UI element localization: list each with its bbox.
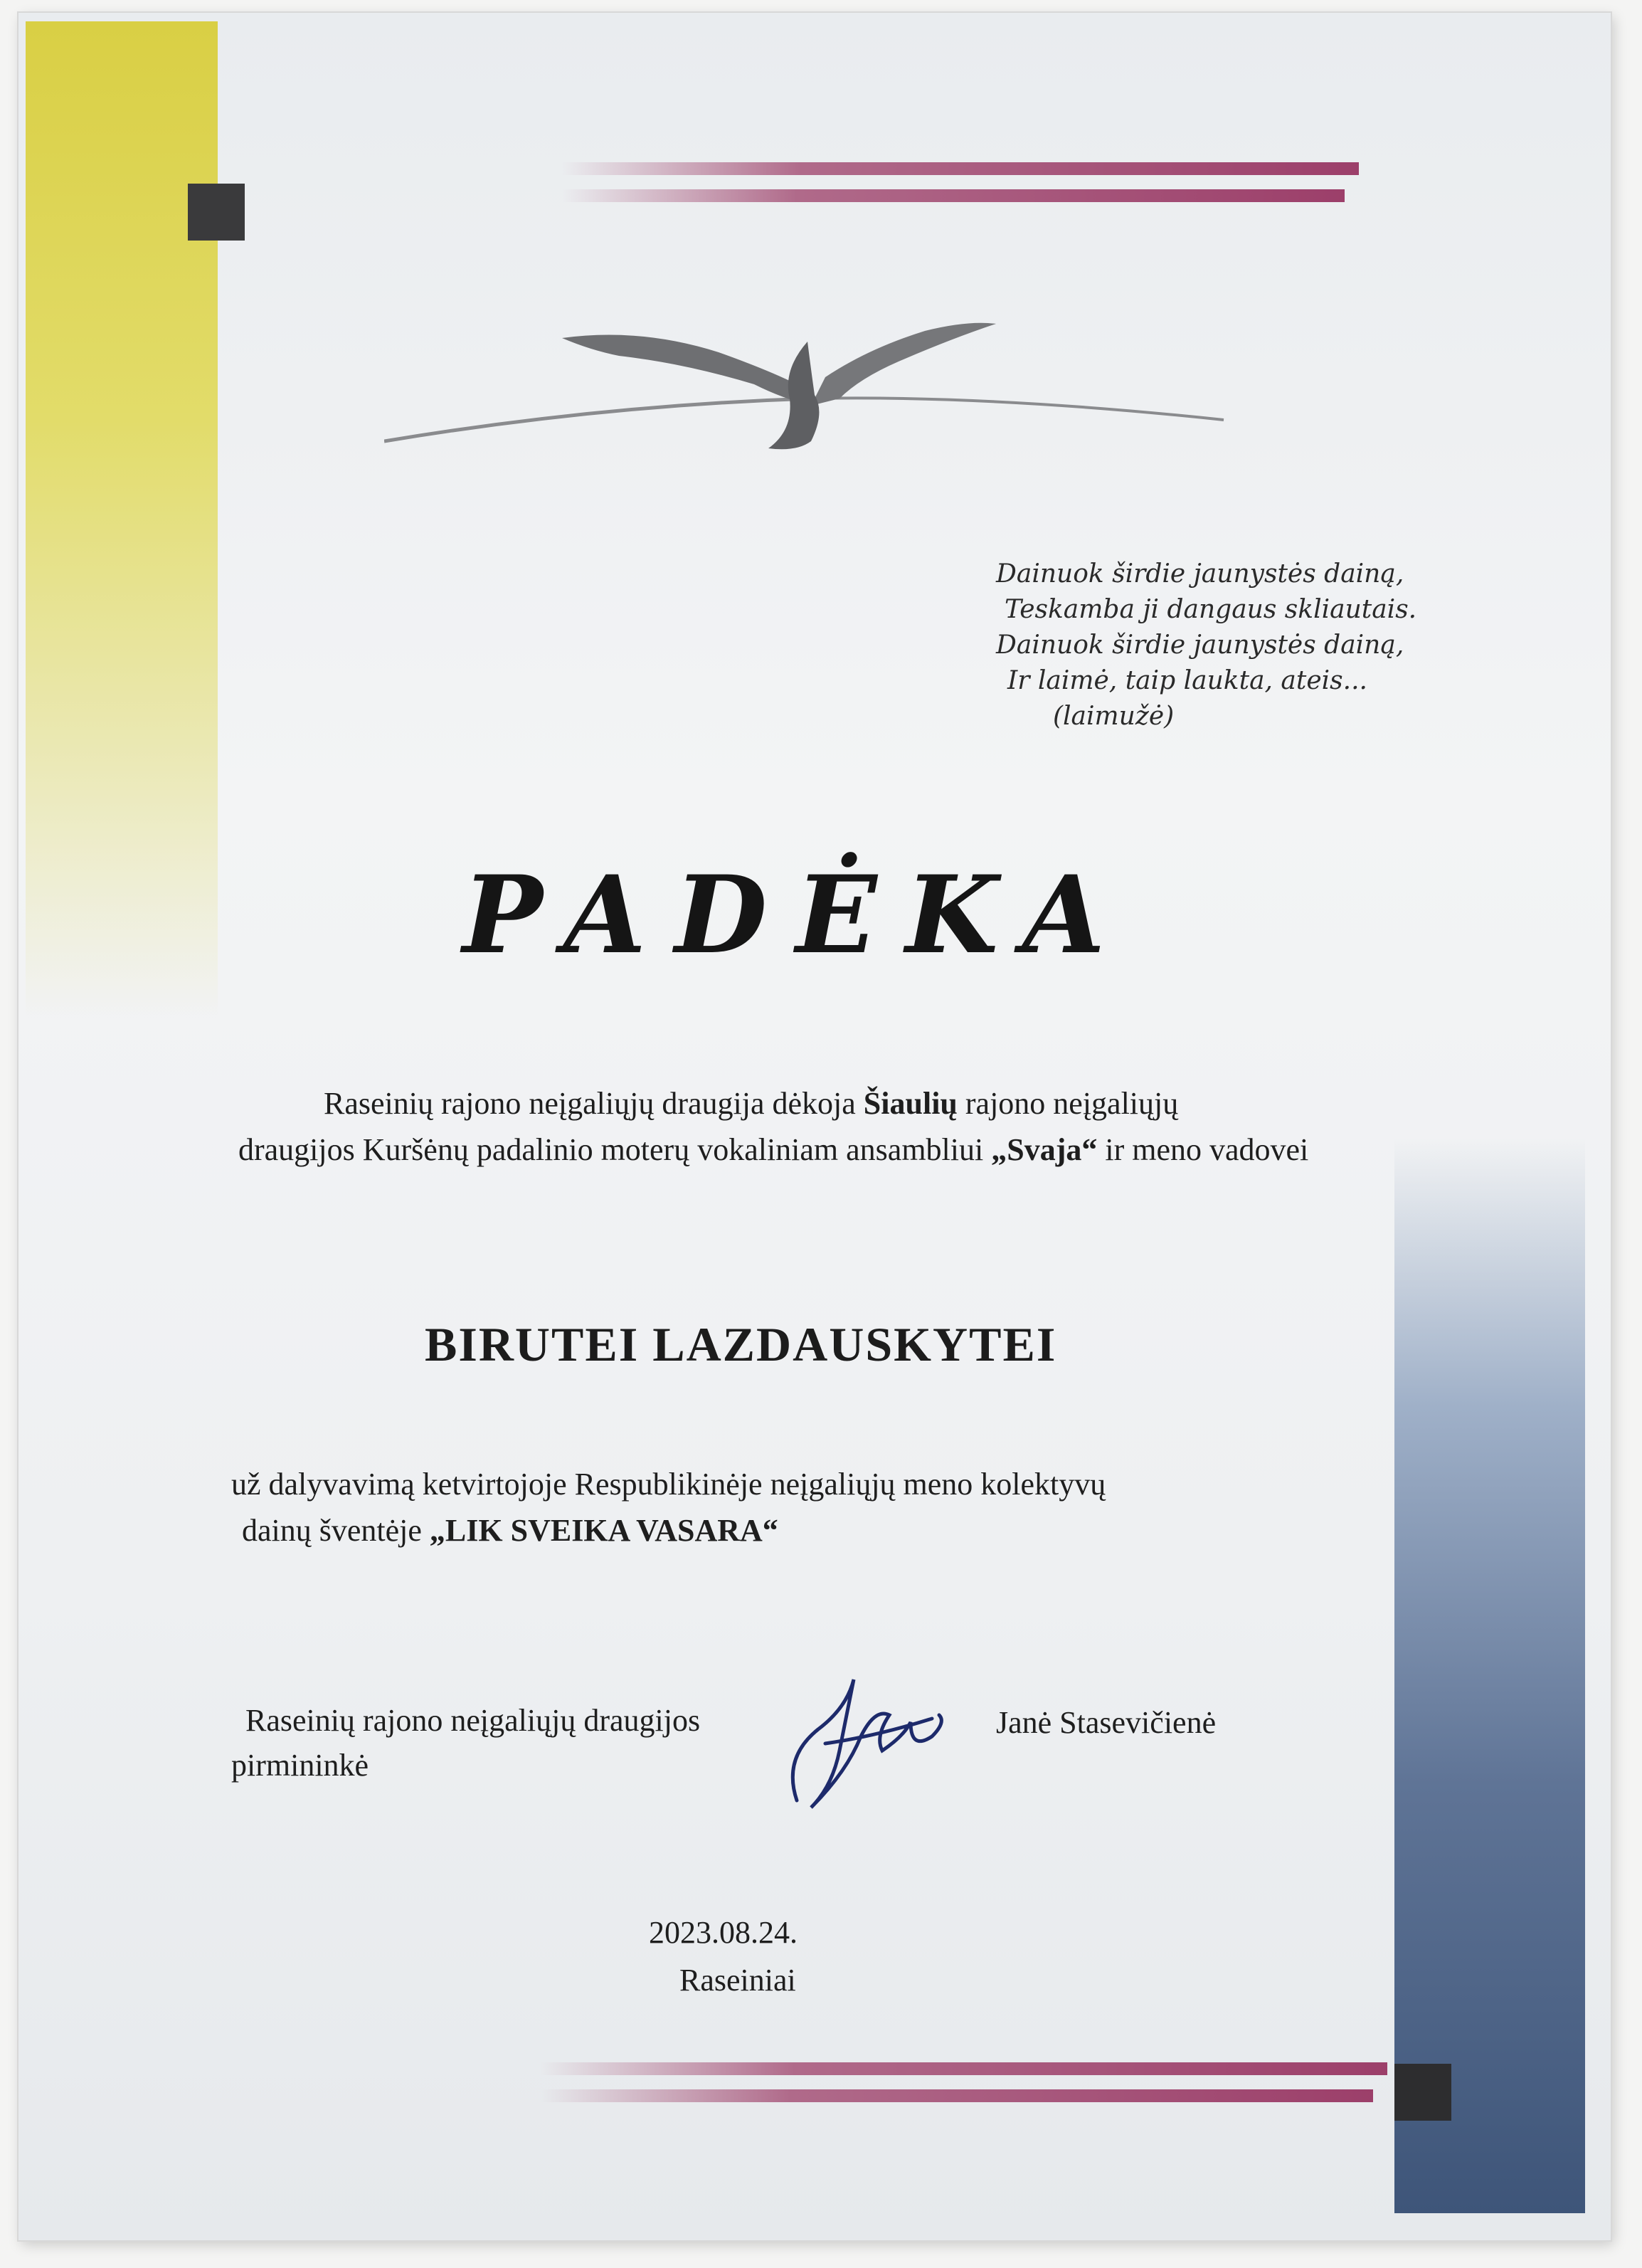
bottom-stripes bbox=[541, 2055, 1387, 2119]
certificate-title: PADĖKA bbox=[462, 853, 1134, 978]
signatory-org: Raseinių rajono neįgaliųjų draugijos bbox=[245, 1703, 701, 1738]
poem-line: Ir laimė, taip laukta, ateis... bbox=[1007, 666, 1367, 695]
top-square-ornament bbox=[188, 184, 245, 241]
issue-place: Raseiniai bbox=[679, 1963, 796, 1998]
signatory-role: pirmininkė bbox=[231, 1748, 369, 1783]
intro-text: Raseinių rajono neįgaliųjų draugija dėkoja bbox=[324, 1086, 864, 1121]
event-name: „LIK SVEIKA VASARA“ bbox=[429, 1513, 778, 1548]
reason-line-2 bbox=[242, 1512, 778, 1549]
poem-line: Dainuok širdie jaunystės dainą, bbox=[996, 631, 1404, 660]
intro-text: draugijos Kuršėnų padalinio moterų vokaliniam ansambliui bbox=[238, 1132, 992, 1167]
stripe bbox=[562, 162, 1359, 175]
stripe bbox=[541, 2089, 1373, 2102]
ensemble-name: „Svaja“ bbox=[991, 1132, 1098, 1167]
blue-side-band bbox=[1394, 1139, 1585, 2213]
intro-line-1 bbox=[324, 1085, 1178, 1122]
yellow-side-band bbox=[26, 21, 218, 1018]
top-stripes bbox=[562, 155, 1359, 219]
signatory-name: Janė Stasevičienė bbox=[996, 1705, 1217, 1740]
stripe bbox=[562, 189, 1345, 202]
poem-author: (laimužė) bbox=[1053, 702, 1175, 731]
stripe bbox=[541, 2062, 1387, 2075]
reason-line-1: už dalyvavimą ketvirtojoje Respublikinėje neįgaliųjų meno kolektyvų bbox=[231, 1467, 1106, 1502]
poem-line: Teskamba ji dangaus skliautais. bbox=[1005, 595, 1417, 624]
intro-bold: Šiaulių bbox=[863, 1086, 958, 1121]
poem bbox=[996, 557, 1423, 734]
recipient-name: BIRUTEI LAZDAUSKYTEI bbox=[425, 1317, 1057, 1371]
bottom-square-ornament bbox=[1394, 2064, 1451, 2121]
issue-date: 2023.08.24. bbox=[649, 1915, 798, 1950]
bird-logo-icon bbox=[384, 299, 1238, 484]
reason-text: dainų šventėje bbox=[242, 1513, 430, 1548]
intro-text: ir meno vadovei bbox=[1097, 1132, 1309, 1167]
signature-icon bbox=[768, 1651, 953, 1815]
intro-line-2 bbox=[238, 1132, 1308, 1168]
intro-text: rajono neįgaliųjų bbox=[957, 1086, 1179, 1121]
poem-line: Dainuok širdie jaunystės dainą, bbox=[996, 559, 1404, 589]
